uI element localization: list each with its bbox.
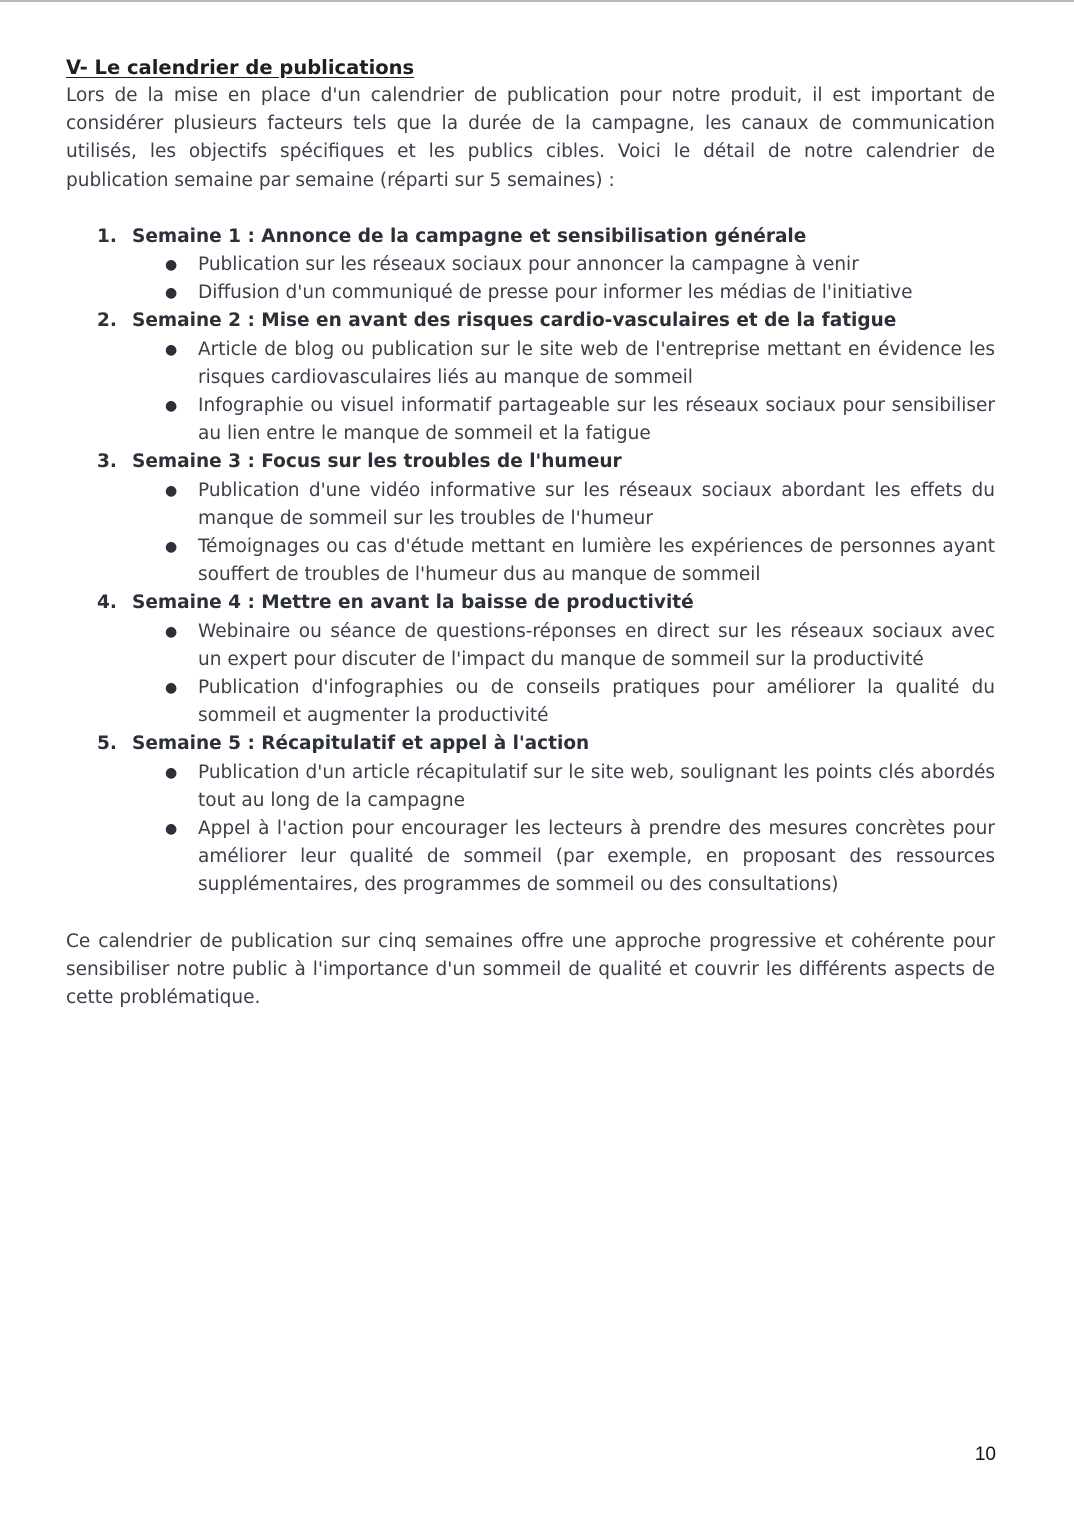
weekly-schedule-list: [66, 223, 995, 900]
bullet-icon: ●: [165, 285, 178, 302]
week-actions-list: [132, 759, 995, 900]
list-item: [132, 392, 995, 448]
list-item: [132, 336, 995, 392]
week-item-5: [66, 730, 995, 899]
week-title: Semaine 2 : Mise en avant des risques cardio-vasculaires et de la fatigue: [132, 310, 897, 332]
list-item: [132, 533, 995, 589]
bullet-icon: ●: [165, 623, 178, 640]
list-item: [132, 477, 995, 533]
list-item-text: Publication d'infographies ou de conseils pratiques pour améliorer la qualité du sommeil et augmenter la productivité: [198, 677, 995, 727]
list-item: [132, 618, 995, 674]
list-item-text: Publication d'une vidéo informative sur les réseaux sociaux abordant les effets du manque de sommeil sur les troubles de l'humeur: [198, 479, 995, 529]
list-item-text: Publication sur les réseaux sociaux pour annoncer la campagne à venir: [198, 254, 859, 276]
intro-paragraph: Lors de la mise en place d'un calendrier de publication pour notre produit, il est important de considérer plusieurs facteurs tels que la durée de la campagne, les canaux de communication utilisés, les objectifs spécifiques et les publics cibles. Voici le détail de notre calendrier de publication semaine par semaine (réparti sur 5 semaines) :: [66, 85, 995, 191]
bullet-icon: ●: [165, 341, 178, 358]
list-item: [132, 251, 995, 279]
week-actions-list: [132, 336, 995, 449]
list-item-text: Webinaire ou séance de questions-réponses en direct sur les réseaux sociaux avec un expert pour discuter de l'impact du manque de sommeil sur la productivité: [198, 620, 995, 670]
list-item: [132, 674, 995, 730]
list-item-text: Infographie ou visuel informatif partageable sur les réseaux sociaux pour sensibiliser au lien entre le manque de sommeil et la fatigue: [198, 395, 995, 445]
page-number: 10: [974, 1444, 996, 1465]
bullet-icon: ●: [165, 680, 178, 697]
week-number: 4.: [97, 592, 117, 614]
page-top-border: [0, 0, 1074, 2]
conclusion-paragraph: Ce calendrier de publication sur cinq semaines offre une approche progressive et cohérente pour sensibiliser notre public à l'importance d'un sommeil de qualité et couvrir les différents aspects de cette problématique.: [66, 930, 995, 1009]
list-item-text: Article de blog ou publication sur le site web de l'entreprise mettant en évidence les risques cardiovasculaires liés au manque de sommeil: [198, 338, 995, 388]
week-number: 3.: [97, 451, 117, 473]
week-number: 1.: [97, 225, 117, 247]
week-title: Semaine 1 : Annonce de la campagne et sensibilisation générale: [132, 225, 807, 247]
bullet-icon: ●: [165, 821, 178, 838]
list-item: [132, 815, 995, 900]
bullet-icon: ●: [165, 257, 178, 274]
week-actions-list: [132, 251, 995, 307]
list-item-text: Publication d'un article récapitulatif sur le site web, soulignant les points clés abordés tout au long de la campagne: [198, 761, 995, 811]
bullet-icon: ●: [165, 398, 178, 415]
week-title: Semaine 3 : Focus sur les troubles de l'humeur: [132, 451, 622, 473]
week-number: 5.: [97, 733, 117, 755]
week-item-3: [66, 448, 995, 589]
list-item-text: Témoignages ou cas d'étude mettant en lumière les expériences de personnes ayant souffert de troubles de l'humeur dus au manque de sommeil: [198, 536, 995, 586]
list-item-text: Diffusion d'un communiqué de presse pour informer les médias de l'initiative: [198, 282, 913, 304]
bullet-icon: ●: [165, 764, 178, 781]
list-item-text: Appel à l'action pour encourager les lecteurs à prendre des mesures concrètes pour améliorer leur qualité de sommeil (par exemple, en proposant des ressources supplémentaires, des programmes de sommeil ou des consultations): [198, 818, 995, 896]
list-item: [132, 759, 995, 815]
week-actions-list: [132, 477, 995, 590]
week-number: 2.: [97, 310, 117, 332]
bullet-icon: ●: [165, 539, 178, 556]
bullet-icon: ●: [165, 482, 178, 499]
list-item: [132, 279, 995, 307]
week-item-1: [66, 223, 995, 308]
section-title: V- Le calendrier de publications: [66, 56, 415, 79]
week-actions-list: [132, 618, 995, 731]
week-title: Semaine 4 : Mettre en avant la baisse de productivité: [132, 592, 694, 614]
week-title: Semaine 5 : Récapitulatif et appel à l'action: [132, 733, 590, 755]
week-item-2: [66, 307, 995, 448]
week-item-4: [66, 589, 995, 730]
document-page: [66, 54, 995, 1012]
